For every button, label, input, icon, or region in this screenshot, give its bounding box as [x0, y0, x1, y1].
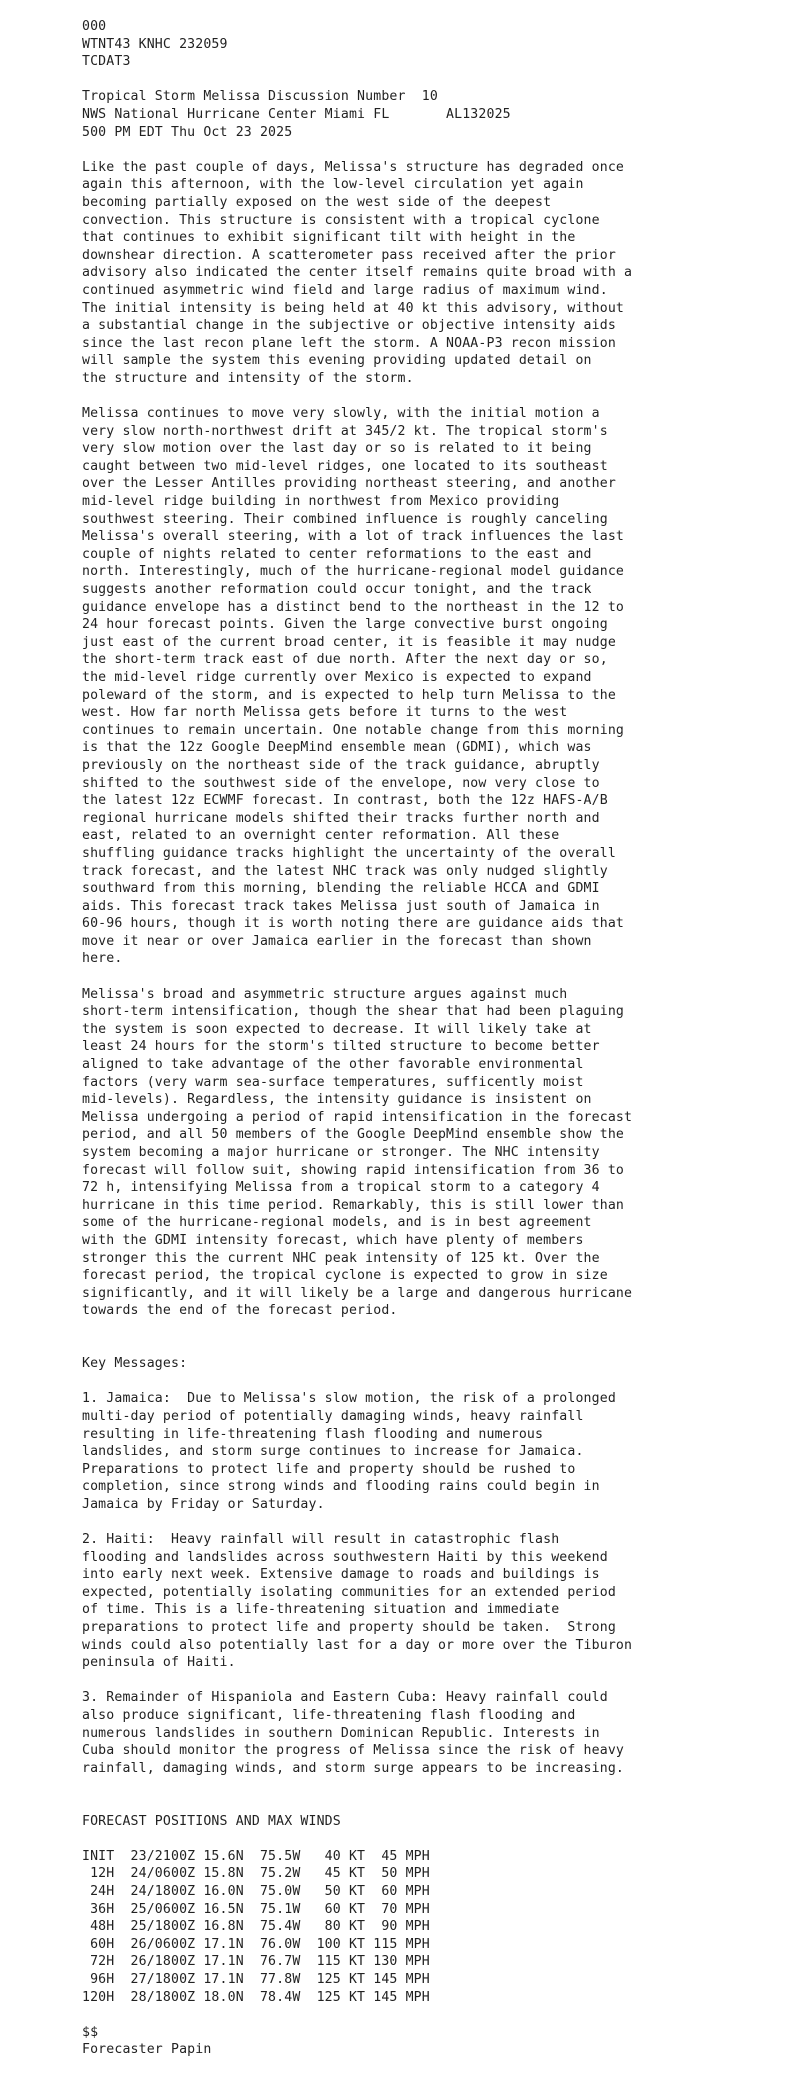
text-line: 60-96 hours, though it is worth noting there are guidance aids that: [82, 916, 624, 932]
text-line: Forecaster Papin: [82, 2042, 212, 2058]
text-line: period, and all 50 members of the Google DeepMind ensemble show the: [82, 1127, 624, 1143]
text-line: resulting in life-threatening flash flooding and numerous: [82, 1426, 544, 1442]
text-line: numerous landslides in southern Dominican Republic. Interests in: [82, 1725, 600, 1741]
text-line: 3. Remainder of Hispaniola and Eastern Cuba: Heavy rainfall could: [82, 1690, 608, 1706]
text-line: of time. This is a life-threatening situation and immediate: [82, 1602, 560, 1618]
text-line: [82, 1513, 772, 1531]
text-line: [82, 968, 772, 986]
text-line: Melissa's broad and asymmetric structure argues against much: [82, 986, 568, 1002]
text-line: [82, 1338, 772, 1356]
text-line: 500 PM EDT Thu Oct 23 2025: [82, 124, 293, 140]
text-line: The initial intensity is being held at 40 kt this advisory, without: [82, 300, 624, 316]
text-line: TCDAT3: [82, 54, 131, 70]
text-line: a substantial change in the subjective or objective intensity aids: [82, 318, 616, 334]
text-line: completion, since strong winds and flooding rains could begin in: [82, 1479, 600, 1495]
text-line: [82, 1672, 772, 1690]
text-line: the latest 12z ECWMF forecast. In contrast, both the 12z HAFS-A/B: [82, 793, 608, 809]
text-line: Jamaica by Friday or Saturday.: [82, 1496, 325, 1512]
text-line: since the last recon plane left the storm. A NOAA-P3 recon mission: [82, 335, 616, 351]
text-line: Preparations to protect life and property should be rushed to: [82, 1461, 576, 1477]
text-line: move it near or over Jamaica earlier in the forecast than shown: [82, 933, 592, 949]
text-line: Like the past couple of days, Melissa's structure has degraded once: [82, 159, 624, 175]
text-line: north. Interestingly, much of the hurricane-regional model guidance: [82, 564, 624, 580]
text-line: [82, 1777, 772, 1795]
text-line: 12H 24/0600Z 15.8N 75.2W 45 KT 50 MPH: [82, 1866, 430, 1882]
text-line: Tropical Storm Melissa Discussion Number 10: [82, 89, 438, 105]
text-line: shifted to the southwest side of the envelope, now very close to: [82, 775, 600, 791]
text-line: becoming partially exposed on the west side of the deepest: [82, 194, 552, 210]
text-line: 120H 28/1800Z 18.0N 78.4W 125 KT 145 MPH: [82, 1989, 430, 2005]
text-line: significantly, and it will likely be a large and dangerous hurricane: [82, 1285, 633, 1301]
text-line: couple of nights related to center reformations to the east and: [82, 546, 592, 562]
text-line: the structure and intensity of the storm.: [82, 370, 414, 386]
text-line: some of the hurricane-regional models, and is in best agreement: [82, 1215, 592, 1231]
text-line: convection. This structure is consistent with a tropical cyclone: [82, 212, 600, 228]
text-line: system becoming a major hurricane or stronger. The NHC intensity: [82, 1145, 600, 1160]
text-line: [82, 71, 772, 89]
text-line: Melissa continues to move very slowly, with the initial motion a: [82, 406, 600, 422]
text-line: factors (very warm sea-surface temperatures, sufficently moist: [82, 1074, 584, 1090]
text-line: downshear direction. A scatterometer pass received after the prior: [82, 247, 616, 263]
text-line: short-term intensification, though the shear that had been plaguing: [82, 1004, 624, 1020]
text-line: over the Lesser Antilles providing northeast steering, and another: [82, 476, 616, 492]
text-line: southward from this morning, blending the reliable HCCA and GDMI: [82, 881, 600, 897]
text-line: track forecast, and the latest NHC track was only nudged slightly: [82, 863, 608, 879]
text-line: the mid-level ridge currently over Mexico is expected to expand: [82, 669, 592, 685]
text-line: NWS National Hurricane Center Miami FL AL132025: [82, 106, 511, 122]
text-line: that continues to exhibit significant tilt with height in the: [82, 230, 576, 246]
text-line: [82, 387, 772, 405]
text-line: [82, 1373, 772, 1391]
text-line: hurricane in this time period. Remarkably, this is still lower than: [82, 1197, 624, 1213]
text-line: Melissa's overall steering, with a lot of track influences the last: [82, 529, 624, 545]
text-line: rainfall, damaging winds, and storm surge appears to be increasing.: [82, 1760, 624, 1776]
text-line: [82, 141, 772, 159]
text-line: 24H 24/1800Z 16.0N 75.0W 50 KT 60 MPH: [82, 1883, 430, 1899]
text-line: will sample the system this evening providing updated detail on: [82, 353, 592, 369]
text-line: forecast period, the tropical cyclone is expected to grow in size: [82, 1268, 608, 1284]
text-line: flooding and landslides across southwestern Haiti by this weekend: [82, 1549, 608, 1565]
text-line: 72 h, intensifying Melissa from a tropical storm to a category 4: [82, 1180, 600, 1196]
text-line: again this afternoon, with the low-level circulation yet again: [82, 177, 584, 193]
discussion-text: [82, 18, 772, 2059]
text-line: multi-day period of potentially damaging winds, heavy rainfall: [82, 1408, 584, 1424]
text-line: mid-levels). Regardless, the intensity guidance is insistent on: [82, 1092, 592, 1108]
text-line: Cuba should monitor the progress of Melissa since the risk of heavy: [82, 1743, 624, 1759]
text-line: very slow motion over the last day or so is related to it being: [82, 441, 592, 457]
text-line: here.: [82, 951, 123, 967]
text-line: towards the end of the forecast period.: [82, 1303, 398, 1319]
text-line: west. How far north Melissa gets before it turns to the west: [82, 705, 568, 721]
text-line: caught between two mid-level ridges, one located to its southeast: [82, 458, 608, 474]
text-line: forecast will follow suit, showing rapid intensification from 36 to: [82, 1162, 624, 1178]
text-line: very slow north-northwest drift at 345/2 kt. The tropical storm's: [82, 423, 608, 439]
text-line: FORECAST POSITIONS AND MAX WINDS: [82, 1813, 341, 1829]
text-line: stronger this the current NHC peak intensity of 125 kt. Over the: [82, 1250, 600, 1266]
text-line: shuffling guidance tracks highlight the uncertainty of the overall: [82, 845, 616, 861]
text-line: Melissa undergoing a period of rapid intensification in the forecast: [82, 1109, 633, 1125]
text-line: 000: [82, 19, 107, 34]
text-line: just east of the current broad center, it is feasible it may nudge: [82, 634, 616, 650]
text-line: least 24 hours for the storm's tilted structure to become better: [82, 1039, 600, 1055]
text-line: 96H 27/1800Z 17.1N 77.8W 125 KT 145 MPH: [82, 1971, 430, 1987]
text-line: expected, potentially isolating communities for an extended period: [82, 1584, 616, 1600]
text-line: mid-level ridge building in northwest from Mexico providing: [82, 494, 560, 510]
text-line: Key Messages:: [82, 1356, 188, 1372]
text-line: continues to remain uncertain. One notable change from this morning: [82, 722, 624, 738]
text-line: 2. Haiti: Heavy rainfall will result in catastrophic flash: [82, 1532, 560, 1548]
text-line: suggests another reformation could occur tonight, and the track: [82, 582, 592, 597]
text-line: 24 hour forecast points. Given the large convective burst ongoing: [82, 617, 608, 633]
text-line: continued asymmetric wind field and large radius of maximum wind.: [82, 282, 608, 298]
text-line: landslides, and storm surge continues to increase for Jamaica.: [82, 1444, 584, 1460]
text-line: the system is soon expected to decrease. It will likely take at: [82, 1021, 592, 1037]
text-line: regional hurricane models shifted their tracks further north and: [82, 810, 600, 826]
text-line: 36H 25/0600Z 16.5N 75.1W 60 KT 70 MPH: [82, 1901, 430, 1917]
text-line: [82, 2006, 772, 2024]
text-line: winds could also potentially last for a day or more over the Tiburon: [82, 1637, 633, 1653]
text-line: INIT 23/2100Z 15.6N 75.5W 40 KT 45 MPH: [82, 1848, 430, 1864]
text-line: [82, 1795, 772, 1813]
text-line: into early next week. Extensive damage to roads and buildings is: [82, 1567, 600, 1583]
text-line: [82, 1320, 772, 1338]
text-line: 72H 26/1800Z 17.1N 76.7W 115 KT 130 MPH: [82, 1954, 430, 1970]
text-line: preparations to protect life and property should be taken. Strong: [82, 1620, 616, 1636]
text-line: previously on the northeast side of the track guidance, abruptly: [82, 757, 600, 773]
text-line: with the GDMI intensity forecast, which have plenty of members: [82, 1232, 584, 1248]
text-line: aids. This forecast track takes Melissa just south of Jamaica in: [82, 898, 600, 914]
text-line: 1. Jamaica: Due to Melissa's slow motion, the risk of a prolonged: [82, 1391, 616, 1407]
text-line: the short-term track east of due north. After the next day or so,: [82, 652, 608, 668]
text-line: is that the 12z Google DeepMind ensemble mean (GDMI), which was: [82, 740, 592, 756]
text-line: $$: [82, 2024, 99, 2040]
text-line: [82, 1830, 772, 1848]
text-line: 48H 25/1800Z 16.8N 75.4W 80 KT 90 MPH: [82, 1919, 430, 1935]
text-line: 60H 26/0600Z 17.1N 76.0W 100 KT 115 MPH: [82, 1936, 430, 1952]
text-line: southwest steering. Their combined influence is roughly canceling: [82, 511, 608, 527]
text-line: advisory also indicated the center itself remains quite broad with a: [82, 265, 633, 281]
text-line: also produce significant, life-threatening flash flooding and: [82, 1708, 576, 1723]
text-line: poleward of the storm, and is expected to help turn Melissa to the: [82, 687, 616, 703]
text-line: WTNT43 KNHC 232059: [82, 36, 228, 52]
text-line: guidance envelope has a distinct bend to the northeast in the 12 to: [82, 599, 624, 615]
text-line: peninsula of Haiti.: [82, 1655, 236, 1671]
text-line: aligned to take advantage of the other favorable environmental: [82, 1057, 584, 1073]
text-line: east, related to an overnight center reformation. All these: [82, 828, 560, 844]
